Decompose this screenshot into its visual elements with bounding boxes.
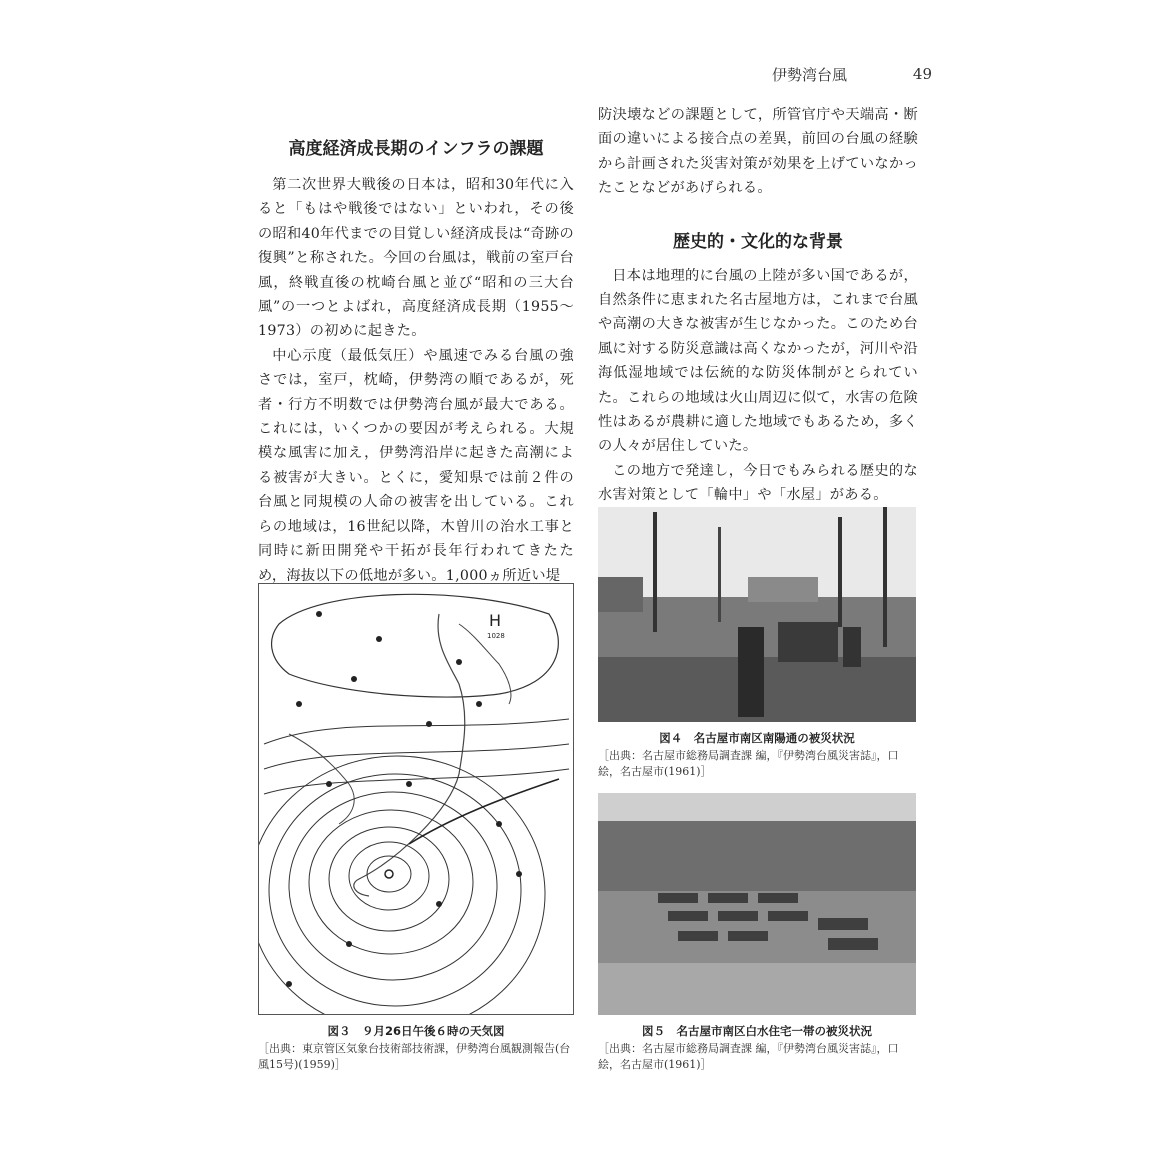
page-header [772,62,932,86]
figure-5-source: ［出典：名古屋市総務局調査課 編，『伊勢湾台風災害誌』，口絵，名古屋市(1961)］ [598,1042,899,1071]
flood-housing-drawing [598,793,916,1015]
figure-5-caption: 図５ 名古屋市南区白水住宅一帯の被災状況 [642,1024,872,1038]
left-column [258,130,574,588]
flood-street-photo [598,507,916,722]
section-heading-infrastructure: 高度経済成長期のインフラの課題 [288,139,544,159]
figure-flood-street [598,507,916,780]
section-heading-history: 歴史的・文化的な背景 [673,231,843,252]
weather-map-image [258,583,574,1015]
high-pressure-label: H [489,611,502,630]
figure-4-source: ［出典：名古屋市総務局調査課 編，『伊勢湾台風災害誌』，口絵，名古屋市(1961)］ [598,749,899,778]
paragraph-continued: 防決壊などの課題として，所管官庁や天端高・断面の違いによる接合点の差異，前回の台風の経験から計画された災害対策が効果を上げていなかったことなどがあげられる。 [598,107,918,197]
high-pressure-value: 1028 [487,632,505,640]
paragraph: この地方で発達し，今日でもみられる歴史的な水害対策として「輪中」や「水屋」がある。 [598,462,918,504]
figure-3-caption: 図３ ９月26日午後６時の天気図 [327,1024,505,1038]
running-title: 伊勢湾台風 [772,65,848,84]
figure-flood-housing [598,793,916,1073]
figure-weather-map [258,583,574,1073]
flood-street-drawing [598,507,916,722]
weather-map-drawing [259,584,573,1014]
paragraph: 中心示度（最低気圧）や風速でみる台風の強さでは，室戸，枕崎，伊勢湾の順であるが，死者・行方不明数では伊勢湾台風が最大である。これには，いくつかの要因が考えられる。大規模な風害に加え，伊勢湾沿岸に起きた高潮による被害が大きい。とくに，愛知県では前２件の台風と同規模の人命の被害を出している。これらの地域は，16世紀以降，木曽川の治水工事と同時に新田開発や干拓が長年行われてきたため，海抜以下の低地が多い。1,000ヵ所近い堤 [258,347,574,584]
page-number: 49 [912,65,932,83]
paragraph: 第二次世界大戦後の日本は，昭和30年代に入ると「もはや戦後ではない」といわれ，その後の昭和40年代までの目覚しい経済成長は“奇跡の復興”と称された。今回の台風は，戦前の室戸台風，終戦直後の枕崎台風と並び“昭和の三大台風”の一つとよばれ，高度経済成長期（1955〜1973）の初めに起きた。 [258,177,574,340]
figure-3-source: ［出典：東京管区気象台技術部技術課，伊勢湾台風観測報告(台風15号)(1959)］ [258,1042,571,1071]
right-column [598,103,918,508]
paragraph: 日本は地理的に台風の上陸が多い国であるが，自然条件に恵まれた名古屋地方は，これまで台風や高潮の大きな被害が生じなかった。このため台風に対する防災意識は高くなかったが，河川や沿海低湿地域では伝統的な防災体制がとられていた。これらの地域は火山周辺に似て，水害の危険性はあるが農耕に適した地域でもあるため，多くの人々が居住していた。 [598,267,918,455]
figure-4-caption: 図４ 名古屋市南区南陽通の被災状況 [659,731,855,745]
flood-housing-photo [598,793,916,1015]
